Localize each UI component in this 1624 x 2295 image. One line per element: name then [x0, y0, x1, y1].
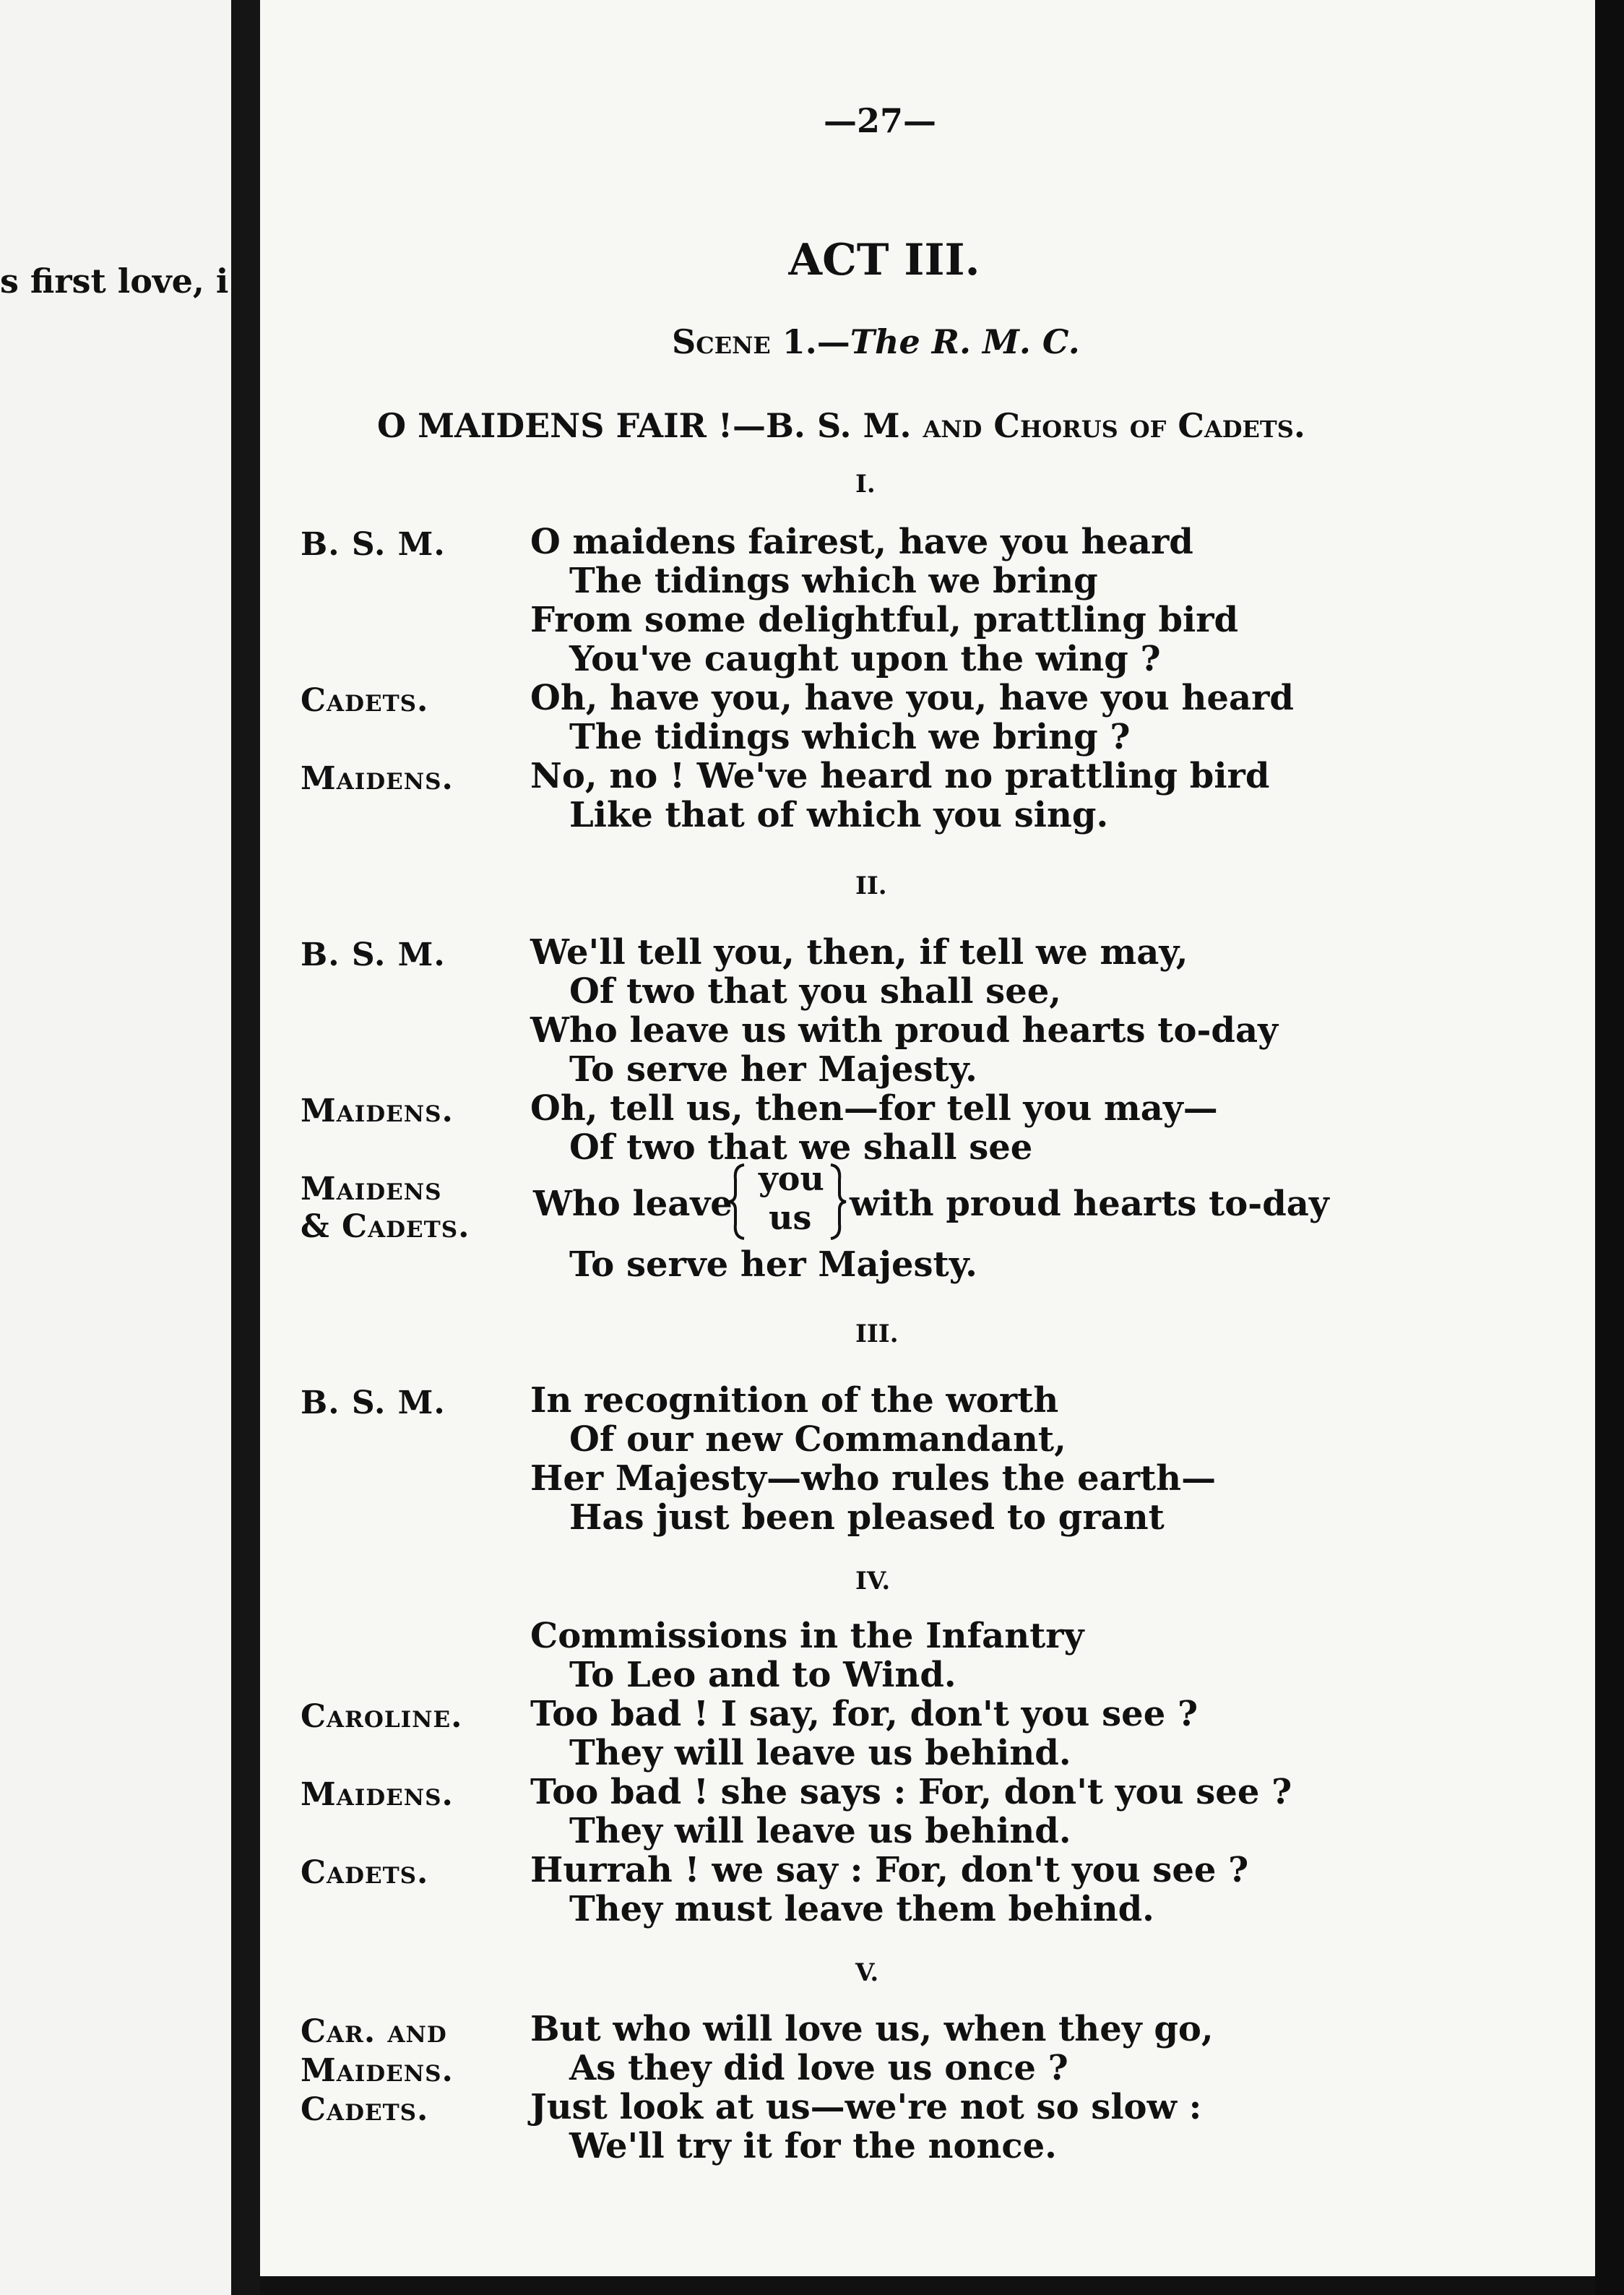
brace-lyric-line — [533, 1159, 1329, 1249]
speaker-label: B. S. M. — [301, 526, 446, 563]
left-page-text-fragment: s first love, i — [0, 262, 229, 301]
brace-line-before: Who leave — [533, 1184, 733, 1224]
verse-number: V. — [855, 1958, 879, 1987]
lyric-line: Too bad ! I say, for, don't you see ? — [530, 1694, 1198, 1734]
lyric-line: The tidings which we bring — [569, 561, 1098, 601]
speaker-label: Cadets. — [301, 1854, 429, 1891]
lyric-line: O maidens fairest, have you heard — [530, 522, 1193, 562]
speaker-label: & Cadets. — [301, 1208, 470, 1245]
lyric-line: Who leave us with proud hearts to-day — [530, 1010, 1278, 1051]
lyric-line: Of our new Commandant, — [569, 1419, 1066, 1460]
lyric-line: The tidings which we bring ? — [569, 717, 1131, 757]
song-title-main: O MAIDENS FAIR !—B. S. M. — [377, 406, 912, 445]
lyric-line: Has just been pleased to grant — [569, 1497, 1165, 1538]
speaker-label: Cadets. — [301, 682, 429, 719]
left-page — [0, 0, 231, 2295]
verse-number: I. — [855, 470, 876, 499]
verse-number: III. — [855, 1319, 899, 1348]
lyric-line: They will leave us behind. — [569, 1811, 1071, 1851]
song-title — [377, 406, 1305, 445]
speaker-label: B. S. M. — [301, 1385, 446, 1421]
lyric-line: To serve her Majesty. — [569, 1049, 977, 1090]
scene-heading — [672, 322, 1080, 361]
lyric-line: To serve her Majesty. — [569, 1244, 977, 1285]
speaker-label: Maidens — [301, 1171, 442, 1207]
lyric-line: Commissions in the Infantry — [530, 1616, 1084, 1656]
act-title: ACT III. — [788, 235, 980, 285]
scene-label: Scene 1.— — [672, 322, 850, 361]
verse-number: IV. — [855, 1567, 891, 1596]
speaker-label: Maidens. — [301, 1093, 454, 1129]
lyric-line: From some delightful, prattling bird — [530, 600, 1239, 640]
song-title-sub: and Chorus of Cadets. — [923, 406, 1305, 445]
lyric-line: They will leave us behind. — [569, 1733, 1071, 1773]
verse-number: II. — [855, 871, 887, 900]
speaker-label: Caroline. — [301, 1698, 463, 1735]
lyric-line: Her Majesty—who rules the earth— — [530, 1458, 1217, 1499]
lyric-line: Just look at us—we're not so slow : — [530, 2087, 1202, 2127]
book-spine — [231, 0, 260, 2295]
lyric-line: Like that of which you sing. — [569, 795, 1109, 835]
lyric-line: Too bad ! she says : For, don't you see ? — [530, 1772, 1292, 1812]
page-edge — [1595, 0, 1624, 2295]
right-brace-icon — [828, 1162, 848, 1241]
brace-option-you: you — [759, 1159, 824, 1198]
lyric-line: To Leo and to Wind. — [569, 1655, 956, 1695]
left-brace-icon — [727, 1162, 747, 1241]
lyric-line: You've caught upon the wing ? — [569, 639, 1161, 679]
lyric-line: Oh, tell us, then—for tell you may— — [530, 1088, 1218, 1129]
lyric-line: In recognition of the worth — [530, 1380, 1059, 1421]
lyric-line: But who will love us, when they go, — [530, 2009, 1214, 2049]
brace-option-us: us — [769, 1198, 812, 1237]
lyric-line: Hurrah ! we say : For, don't you see ? — [530, 1850, 1249, 1890]
brace-line-after: with proud hearts to-day — [850, 1184, 1329, 1224]
lyric-line: Of two that you shall see, — [569, 971, 1061, 1012]
lyric-line: We'll tell you, then, if tell we may, — [530, 932, 1188, 973]
lyric-line: No, no ! We've heard no prattling bird — [530, 756, 1270, 796]
lyric-line: They must leave them behind. — [569, 1889, 1154, 1929]
speaker-label: Cadets. — [301, 2091, 429, 2128]
speaker-label: Car. and — [301, 2013, 447, 2050]
lyric-line: We'll try it for the nonce. — [569, 2126, 1057, 2166]
page-number: —27— — [824, 101, 937, 140]
lyric-line: Of two that we shall see — [569, 1127, 1033, 1168]
scene-place: The R. M. C. — [850, 322, 1080, 361]
speaker-label: Maidens. — [301, 1776, 454, 1813]
speaker-label: Maidens. — [301, 760, 454, 797]
speaker-label: Maidens. — [301, 2052, 454, 2089]
lyric-line: As they did love us once ? — [569, 2048, 1068, 2088]
lyric-line: Oh, have you, have you, have you heard — [530, 678, 1294, 718]
speaker-label: B. S. M. — [301, 936, 446, 973]
